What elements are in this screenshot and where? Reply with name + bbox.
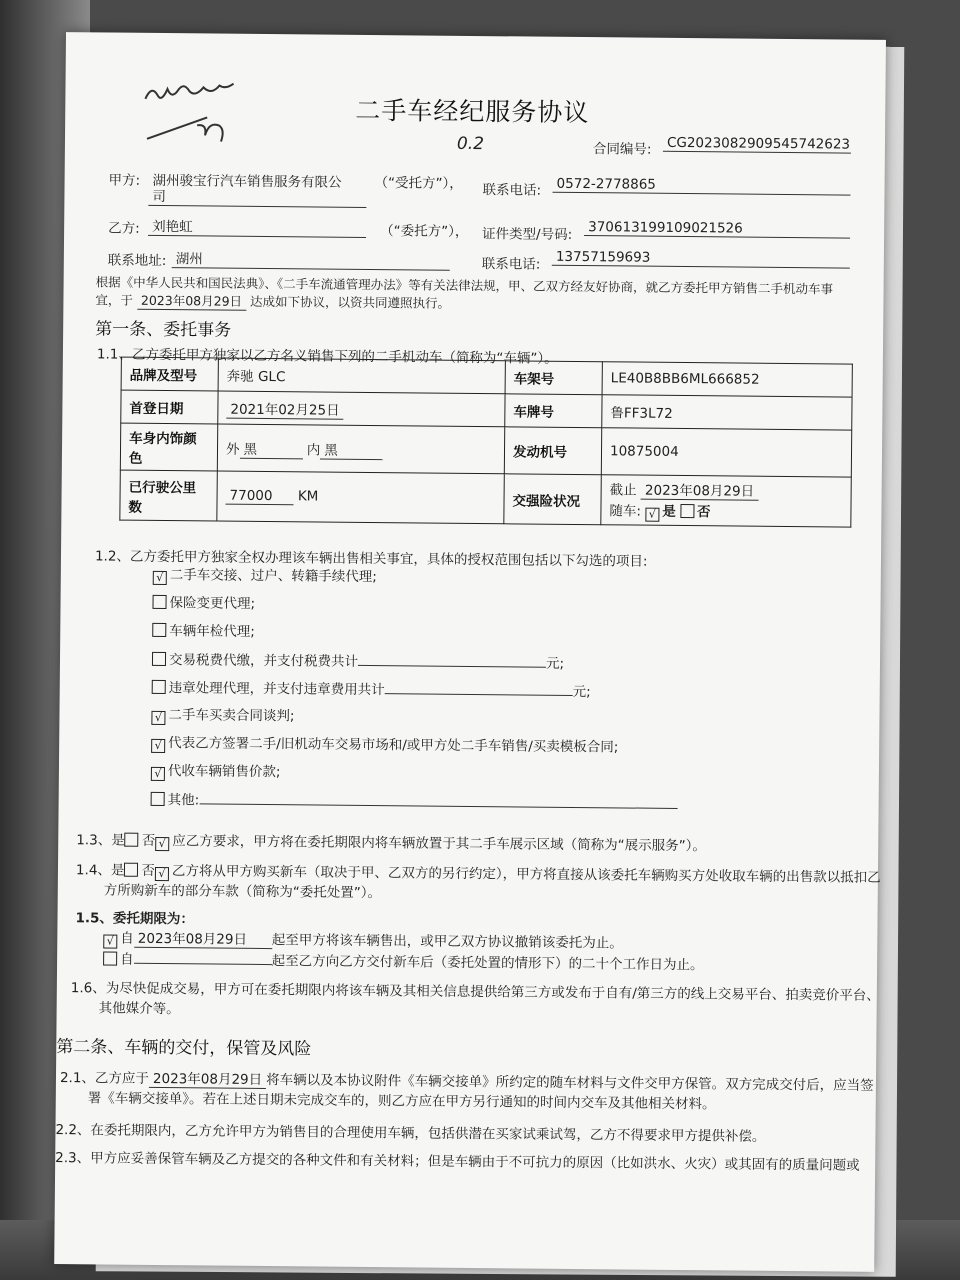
option-checkbox[interactable] — [152, 652, 166, 666]
party-a-name-2: 司 — [148, 185, 366, 208]
intro-line-1: 根据《中华人民共和国民法典》、《二手车流通管理办法》等有关法律法规，甲、乙双方经友好协商，就乙方委托甲方销售二手机动车事 — [95, 274, 834, 297]
c13-no: 否 — [141, 832, 156, 849]
party-a-role: （“受托方”）， — [374, 175, 463, 192]
party-a-name-1: 湖州骏宝行汽车销售服务有限公 — [152, 172, 342, 191]
party-b-id-label: 证件类型/号码: — [482, 226, 573, 243]
party-b-label: 乙方: — [108, 220, 140, 237]
option-label: 其他: — [167, 792, 200, 809]
ins-date: 2023年08月29日 — [641, 479, 758, 501]
contract-page — [54, 32, 886, 1272]
option-suffix: 元; — [572, 683, 591, 701]
term-2-checkbox[interactable] — [103, 951, 117, 965]
term-1-date: 2023年08月29日 — [134, 927, 272, 949]
c13-yes: 是 — [111, 832, 125, 849]
option-checkbox[interactable]: √ — [153, 571, 167, 585]
c13-no-checkbox[interactable]: √ — [155, 837, 169, 851]
term-1-text: 起至甲方将该车辆售出，或甲乙双方协议撤销该委托为止。 — [271, 932, 623, 952]
authorization-option — [151, 731, 618, 757]
option-label: 二手车交接、过户、转籍手续代理; — [169, 567, 377, 586]
ins-with: 随车: — [609, 503, 642, 520]
insurance-label: 交强险状况 — [504, 474, 601, 525]
option-checkbox[interactable]: √ — [151, 767, 165, 781]
color-label: 车身内饰颜色 — [120, 423, 217, 471]
color-cell — [217, 424, 504, 474]
engine-label: 发动机号 — [504, 427, 601, 475]
c21-post: 将车辆以及本协议附件《车辆交接单》所约定的随车材料与文件交甲方保管。双方完成交付后，应当签 — [266, 1072, 874, 1094]
party-b-id: 370613199109021526 — [584, 219, 850, 239]
term-2-from: 自 — [120, 951, 134, 968]
ins-yes-checkbox[interactable]: √ — [645, 508, 659, 522]
km-label: 已行驶公里数 — [120, 470, 217, 521]
plate-value: 鲁FF3L72 — [602, 395, 852, 430]
c13-yes-checkbox[interactable] — [125, 833, 139, 847]
option-blank[interactable] — [385, 677, 573, 696]
ins-no-label: 否 — [697, 504, 711, 521]
reg-date-label: 首登日期 — [121, 390, 218, 424]
party-a-label: 甲方: — [108, 172, 141, 189]
clause-1-1: 1.1、乙方委托甲方独家以乙方名义销售下列的二手机动车（简称为“车辆”）。 — [96, 346, 558, 367]
option-checkbox[interactable] — [152, 623, 166, 637]
term-1-from: 自 — [120, 930, 134, 947]
authorization-option — [152, 619, 255, 640]
brand-value: 奔驰 GLC — [218, 358, 505, 394]
c14-no-checkbox[interactable]: √ — [155, 867, 169, 881]
option-checkbox[interactable] — [152, 595, 166, 609]
option-suffix: 元; — [545, 655, 565, 672]
clause-1-5-title: 1.5、委托期限为： — [75, 910, 195, 928]
c14-yes-checkbox[interactable] — [124, 863, 138, 877]
address-value: 湖州 — [172, 247, 450, 271]
option-label: 违章处理代理，并支付违章费用共计 — [168, 680, 385, 699]
party-b-role: （“委托方”）， — [380, 223, 469, 240]
c21-date: 2023年08月29日 — [149, 1067, 266, 1089]
authorization-option — [151, 759, 281, 782]
clause-1-6-line2: 其他媒介等。 — [98, 1000, 180, 1018]
option-checkbox[interactable] — [151, 792, 165, 806]
c14-num: 1.4、 — [75, 862, 112, 879]
clause-2-3: 2.3、甲方应妥善保管车辆及乙方提交的各种文件和有关材料；但是车辆由于不可抗力的原因（比如洪水、火灾）或其固有的质量问题或 — [55, 1150, 860, 1174]
c14-no: 否 — [141, 862, 156, 879]
vin-value: LE40B8BB6ML666852 — [602, 362, 852, 397]
clause-1-3 — [76, 828, 706, 856]
inner-prefix: 内 — [306, 441, 321, 459]
vehicle-table — [119, 357, 853, 528]
vin-label: 车架号 — [505, 361, 602, 395]
option-label: 车辆年检代理; — [169, 623, 255, 640]
ins-yes-label: 是 — [662, 503, 676, 520]
clause-1-6-line1: 1.6、为尽快促成交易，甲方可在委托期限内将该车辆及其相关信息提供给第三方或发布于自有/第三方的线上交易平台、拍卖竞价平台、 — [70, 980, 880, 1004]
address-label: 联系地址: — [107, 252, 167, 270]
term-2-text: 起至乙方向乙方交付新车后（委托处置的情形下）的二十个工作日为止。 — [271, 953, 704, 974]
reg-date-cell — [218, 391, 505, 427]
party-a-phone-label: 联系电话: — [482, 182, 542, 199]
party-b-name: 刘艳虹 — [148, 215, 366, 238]
brand-label: 品牌及型号 — [121, 357, 218, 391]
c21-pre: 2.1、乙方应于 — [59, 1070, 150, 1087]
c14-line1: 乙方将从甲方购买新车（取决于甲、乙双方的另行约定），甲方将直接从该委托车辆购买方处收取车辆的出售款以抵扣乙 — [171, 863, 881, 886]
party-b-phone: 13757159693 — [552, 249, 850, 269]
term-2-date — [134, 947, 272, 965]
c13-text: 应乙方要求，甲方将在委托期限内将车辆放置于其二手车展示区域（简称为“展示服务”）。 — [172, 833, 707, 855]
option-blank[interactable] — [358, 649, 546, 668]
section-2-title: 第二条、车辆的交付，保管及风险 — [56, 1037, 312, 1060]
authorization-option — [151, 703, 294, 726]
option-label: 代表乙方签署二手/旧机动车交易市场和/或甲方处二手车销售/买卖模板合同; — [168, 735, 619, 756]
option-checkbox[interactable] — [152, 680, 166, 694]
term-1-checkbox[interactable]: √ — [103, 934, 117, 948]
c13-num: 1.3、 — [76, 832, 112, 849]
clause-1-2: 1.2、乙方委托甲方独家全权办理该车辆出售相关事宜，具体的授权范围包括以下勾选的项目: — [94, 548, 648, 570]
clause-2-2: 2.2、在委托期限内，乙方允许甲方为销售目的合理使用车辆，包括供潜在买家试乘试驾，乙方不得要求甲方提供补偿。 — [55, 1122, 766, 1145]
term-option-2 — [103, 946, 704, 973]
reg-date-value: 2021年02月25日 — [226, 397, 343, 419]
party-a-phone: 0572-2778865 — [552, 176, 850, 196]
authorization-option — [153, 563, 377, 587]
option-label: 保险变更代理; — [169, 595, 256, 612]
authorization-option — [152, 591, 255, 612]
clause-1-4-line2: 方所购新车的部分车款（简称为“委托处置”）。 — [103, 882, 382, 902]
clause-2-1-line2: 署《车辆交接单》。若在上述日期未完成交车的，则乙方应在甲方另行通知的时间内交车及其他相关材料。 — [87, 1090, 716, 1113]
authorization-option — [152, 647, 564, 672]
km-value: 77000 — [225, 488, 293, 506]
document-title: 二手车经纪服务协议 — [355, 95, 590, 128]
option-label: 代收车辆销售价款; — [167, 763, 281, 781]
authorization-option — [152, 675, 591, 700]
ins-no-checkbox[interactable] — [680, 504, 694, 518]
party-b-phone-label: 联系电话: — [481, 256, 541, 273]
insurance-cell — [601, 475, 851, 527]
handwritten-note: 0.2 — [456, 133, 485, 155]
plate-label: 车牌号 — [505, 394, 602, 428]
ins-prefix: 截止 — [609, 482, 637, 499]
option-label: 二手车买卖合同谈判; — [168, 707, 295, 725]
option-checkbox[interactable]: √ — [151, 711, 165, 725]
engine-value: 10875004 — [601, 428, 851, 477]
km-unit: KM — [297, 488, 319, 505]
intro-line-2: 宜，于 2023年08月29日 达成如下协议，以资共同遵照执行。 — [95, 292, 451, 311]
c14-yes: 是 — [110, 862, 125, 879]
option-blank[interactable] — [199, 787, 677, 809]
option-checkbox[interactable]: √ — [151, 739, 165, 753]
handwritten-signature — [137, 69, 258, 150]
km-cell — [217, 471, 504, 524]
contract-no-value: CG2023082909545742623 — [663, 135, 851, 154]
option-label: 交易税费代缴，并支付税费共计 — [168, 652, 359, 670]
authorization-option — [151, 787, 678, 813]
outer-color: 黑 — [239, 437, 302, 459]
inner-color: 黑 — [320, 438, 383, 460]
outer-prefix: 外 — [225, 441, 240, 458]
section-1-title: 第一条、委托事务 — [95, 319, 232, 341]
contract-no-label: 合同编号: — [592, 141, 652, 158]
